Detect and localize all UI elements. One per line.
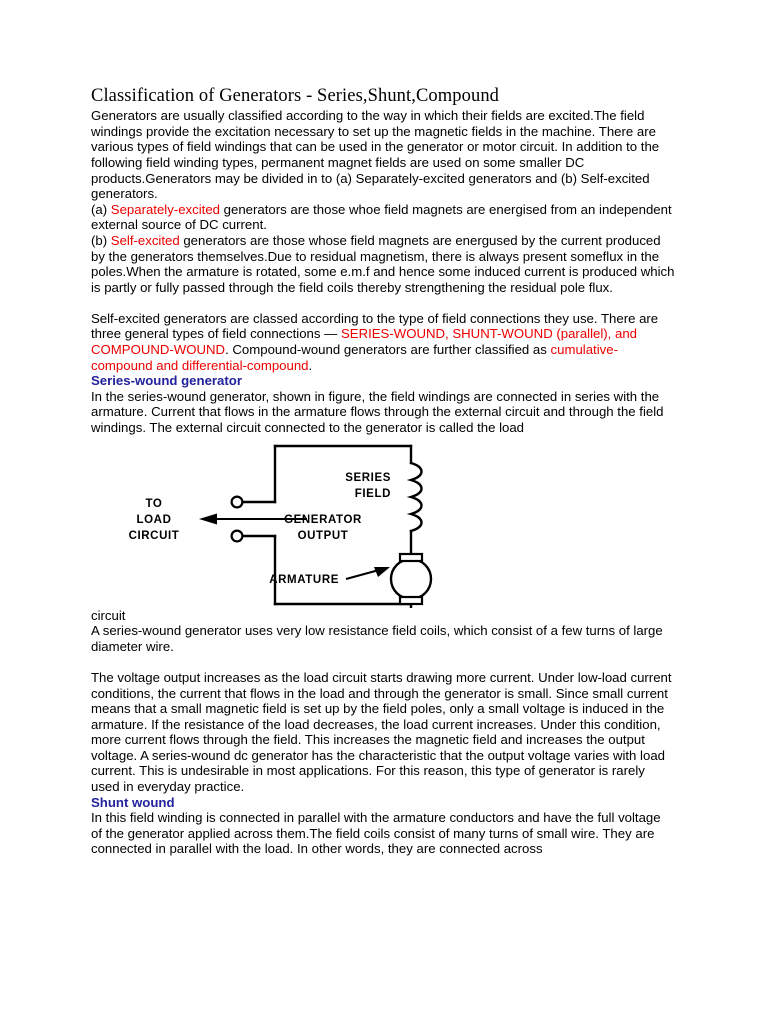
series-wound-circuit-figure (91, 436, 675, 608)
armature-arrowhead (374, 567, 390, 577)
series-wound-resistance-paragraph: A series-wound generator uses very low resistance field coils, which consist of a few turns of large diameter wire. (91, 623, 663, 654)
types-part1: Self-excited generators are classed according to the type of field connections they use. There are three general types of field connections — (91, 310, 659, 342)
label-to-load-line1: TO (145, 497, 163, 510)
label-series-field-line1: SERIES (345, 471, 391, 484)
item-b-paragraph (91, 233, 675, 295)
label-to-load-line2: LOAD (136, 513, 172, 526)
types-highlight-compound: cumulative-compound and differential-compound (91, 342, 618, 373)
armature-leader-line (346, 570, 379, 579)
armature-circle (391, 559, 431, 599)
figure-caption-continuation: circuit (91, 607, 126, 623)
item-a-rest: generators are those whoe field magnets are energised from an independent external source of DC current. (91, 201, 672, 233)
item-b-prefix: (b) (91, 233, 111, 249)
item-b-rest: generators are those whose field magnets are energused by the current produced by the generators themselves.Due to residual magnetism, there is always present someflux in the poles.When the armature is rotated, some e.m.f and hence some induced current is produced which is partly or fully passed through the field coils thereby strengthening the residual pole flux. (91, 233, 675, 295)
circuit-diagram (91, 436, 675, 608)
item-a-prefix: (a) (91, 201, 111, 217)
brush-top (400, 554, 422, 561)
item-b-highlight: Self-excited (110, 233, 180, 249)
shunt-wound-paragraph: In this field winding is connected in parallel with the armature conductors and have the full voltage of the generator applied across them.The field coils consist of many turns of small wire. They are connected in parallel with the load. In other words, they are connected across (91, 810, 661, 857)
series-field-coil (411, 463, 422, 531)
armature-brushes (400, 554, 422, 604)
page-title: Classification of Generators - Series,Shunt,Compound (91, 86, 500, 106)
intro-paragraph: Generators are usually classified according to the way in which their fields are excited.The field windings provide the excitation necessary to set up the magnetic fields in the machine. There are various types of field windings that can be used in the generator or motor circuit. In addition to the following field winding types, permanent magnet fields are used on some smaller DC products.Generators may be divided in to (a) Separately-excited generators and (b) Self-excited generators. (91, 108, 660, 202)
types-highlight-connections: SERIES-WOUND, SHUNT-WOUND (parallel), and COMPOUND-WOUND (91, 326, 638, 358)
label-generator-output-line1: GENERATOR (284, 513, 362, 526)
heading-shunt-wound: Shunt wound (91, 794, 175, 810)
brush-bottom (400, 597, 422, 604)
terminal-lower (232, 530, 243, 541)
label-generator-output-line2: OUTPUT (297, 529, 349, 542)
label-armature: ARMATURE (269, 573, 339, 586)
heading-series-wound-generator: Series-wound generator (91, 373, 242, 389)
generator-output-arrowhead (199, 513, 217, 524)
item-a-highlight: Separately-excited (110, 201, 221, 217)
document-content (91, 86, 675, 857)
armature-leader (346, 567, 390, 579)
types-paragraph (91, 311, 675, 373)
types-part3: . (308, 357, 313, 373)
voltage-output-paragraph: The voltage output increases as the load circuit starts drawing more current. Under low-load current conditions, the current that flows in the load and through the generator is small. Since small current means that a small magnetic field is set up by the field poles, only a small voltage is induced in the armature. If the resistance of the load decreases, the load current increases. Under this condition, more current flows through the field. This increases the magnetic field and increases the output voltage. A series-wound dc generator has the characteristic that the output voltage varies with load current. This is undesirable in most applications. For this reason, this type of generator is rarely used in everyday practice. (91, 669, 672, 795)
label-series-field-line2: FIELD (354, 487, 391, 500)
terminal-upper (232, 496, 243, 507)
series-wound-paragraph: In the series-wound generator, shown in figure, the field windings are connected in series with the armature. Current that flows in the armature flows through the external circuit and through the field windings. The external circuit connected to the generator is called the load (91, 388, 664, 436)
circuit-diagram-svg (91, 436, 675, 608)
label-to-load-line3: CIRCUIT (128, 529, 180, 542)
item-a-paragraph (91, 202, 675, 233)
types-part2: . Compound-wound generators are further classified as (225, 342, 551, 358)
